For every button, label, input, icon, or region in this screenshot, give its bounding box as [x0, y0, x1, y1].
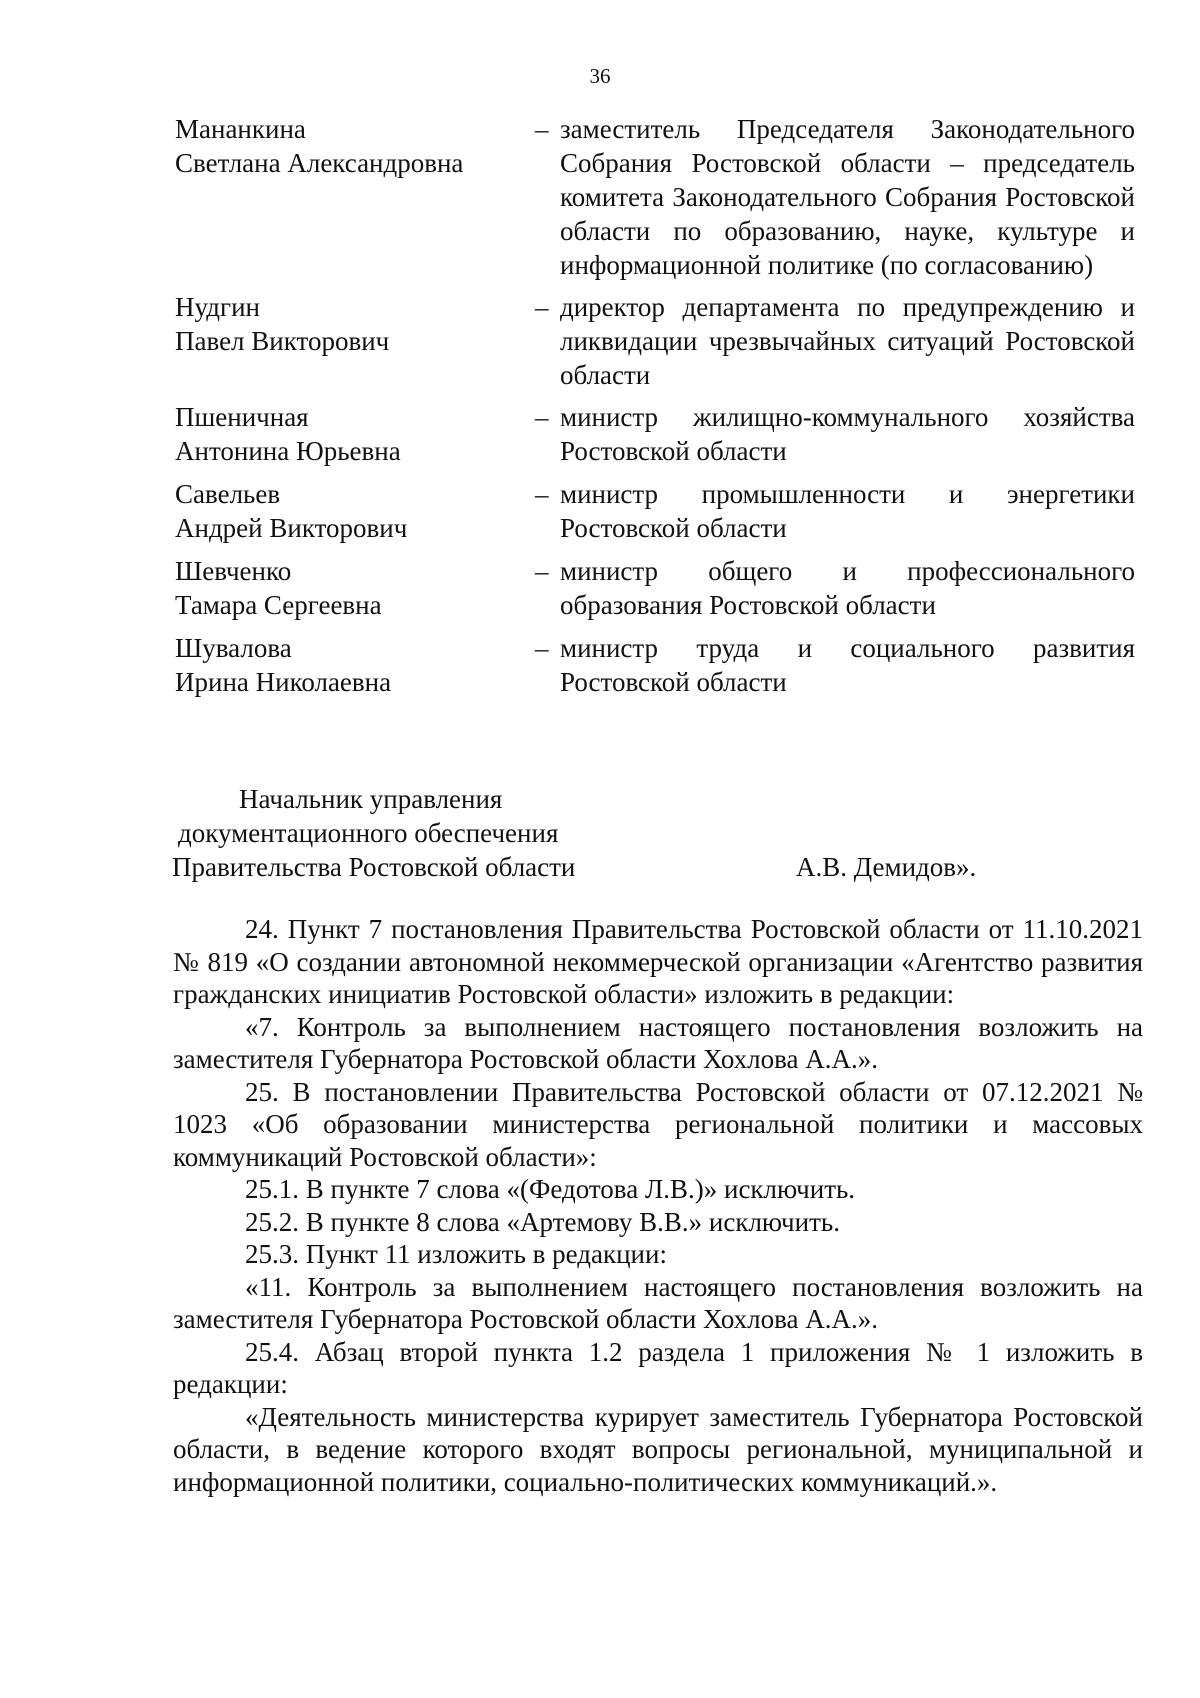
signature-block: [172, 782, 1012, 884]
roster-row: [175, 477, 1150, 545]
person-position: министр общего и профессионального образования Ростовской области: [560, 556, 1135, 620]
dash: –: [535, 292, 549, 322]
person-surname: Нудгин: [175, 292, 261, 322]
roster-row: [175, 112, 1150, 282]
roster-list: [175, 112, 1150, 699]
paragraph: 24. Пункт 7 постановления Правительства Ростовской области от 11.10.2021 № 819 «О создании автономной некоммерческой организации «Агентство развития гражданских инициатив Ростовской области» изложить в редакции:: [173, 914, 1143, 1009]
paragraph: «Деятельность министерства курирует заместитель Губернатора Ростовской области, в ведение которого входят вопросы региональной, муниципальной и информационной политики, социально-политических коммуникаций.».: [173, 1401, 1143, 1497]
person-given-names: Павел Викторович: [175, 326, 390, 356]
signer-title-line: Начальник управления: [239, 784, 503, 814]
roster-row: [175, 554, 1150, 622]
paragraph: 25.4. Абзац второй пункта 1.2 раздела 1 приложения № 1 изложить в редакции:: [173, 1336, 1143, 1399]
person-name: [175, 290, 535, 392]
signer-organization: Правительства Ростовской области: [172, 852, 576, 882]
roster-row: [175, 631, 1150, 699]
person-position: министр промышленности и энергетики Ростовской области: [560, 479, 1135, 543]
paragraph: 25. В постановлении Правительства Ростовской области от 07.12.2021 № 1023 «Об образовании министерства региональной политики и массовых коммуникаций Ростовской области»:: [173, 1076, 1143, 1172]
dash: –: [535, 402, 549, 432]
person-name: [175, 400, 535, 468]
paragraph: «7. Контроль за выполнением настоящего постановления возложить на заместителя Губернатора Ростовской области Хохлова А.А.».: [173, 1011, 1143, 1074]
person-surname: Мананкина: [175, 114, 306, 144]
roster-row: [175, 400, 1150, 468]
person-given-names: Светлана Александровна: [175, 148, 464, 178]
signer-title-line: документационного обеспечения: [178, 818, 559, 848]
signer-name: А.В. Демидов».: [796, 852, 977, 882]
dash: –: [535, 479, 549, 509]
paragraph: 25.2. В пункте 8 слова «Артемову В.В.» исключить.: [245, 1206, 840, 1237]
person-given-names: Ирина Николаевна: [175, 667, 392, 697]
dash: –: [535, 114, 549, 144]
person-name: [175, 554, 535, 622]
document-body: [173, 913, 1143, 1498]
person-name: [175, 477, 535, 545]
person-position: заместитель Председателя Законодательного Собрания Ростовской области – председатель комитета Законодательного Собрания Ростовской области по образованию, науке, культуре и информационной политике (по согласованию): [560, 114, 1135, 280]
person-given-names: Тамара Сергеевна: [175, 590, 382, 620]
person-surname: Шувалова: [175, 633, 292, 663]
person-position: министр труда и социального развития Ростовской области: [560, 633, 1135, 697]
signer-title-line-3: [172, 850, 1012, 884]
person-position: министр жилищно-коммунального хозяйства Ростовской области: [560, 402, 1135, 466]
dash: –: [535, 556, 549, 586]
roster-row: [175, 290, 1150, 392]
person-surname: Пшеничная: [175, 402, 309, 432]
person-position: директор департамента по предупреждению и ликвидации чрезвычайных ситуаций Ростовской области: [560, 292, 1135, 390]
person-surname: Шевченко: [175, 556, 292, 586]
person-given-names: Андрей Викторович: [175, 513, 408, 543]
dash: –: [535, 633, 549, 663]
person-name: [175, 112, 535, 282]
paragraph: 25.1. В пункте 7 слова «(Федотова Л.В.)» исключить.: [245, 1174, 856, 1204]
person-surname: Савельев: [175, 479, 281, 509]
page-number: 36: [589, 64, 611, 88]
person-given-names: Антонина Юрьевна: [175, 436, 401, 466]
paragraph: «11. Контроль за выполнением настоящего постановления возложить на заместителя Губернатора Ростовской области Хохлова А.А.».: [173, 1271, 1143, 1334]
paragraph: 25.3. Пункт 11 изложить в редакции:: [245, 1239, 667, 1269]
person-name: [175, 631, 535, 699]
